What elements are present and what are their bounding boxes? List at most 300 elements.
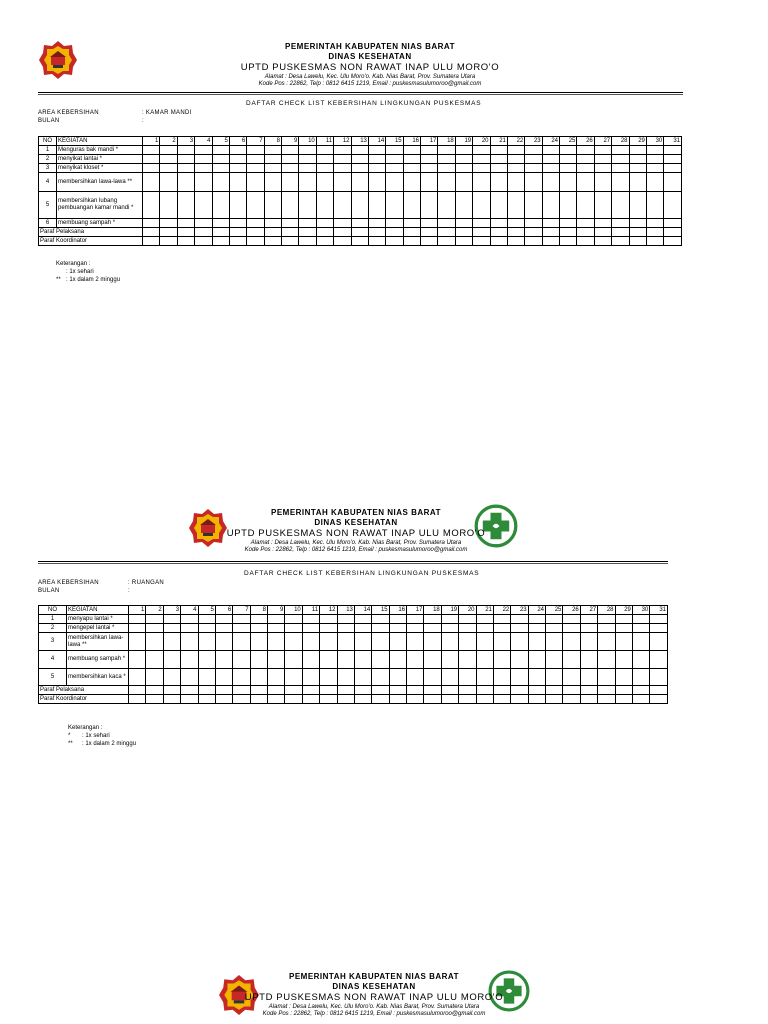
signature-cell[interactable] xyxy=(143,228,160,237)
check-cell[interactable] xyxy=(580,624,597,633)
check-cell[interactable] xyxy=(594,164,611,173)
signature-cell[interactable] xyxy=(632,686,649,695)
check-cell[interactable] xyxy=(368,219,385,228)
check-cell[interactable] xyxy=(368,173,385,192)
check-cell[interactable] xyxy=(650,624,668,633)
check-cell[interactable] xyxy=(351,146,368,155)
check-cell[interactable] xyxy=(646,164,663,173)
signature-cell[interactable] xyxy=(229,228,246,237)
signature-cell[interactable] xyxy=(129,686,146,695)
check-cell[interactable] xyxy=(177,155,194,164)
check-cell[interactable] xyxy=(143,146,160,155)
signature-cell[interactable] xyxy=(334,237,351,246)
check-cell[interactable] xyxy=(490,146,507,155)
signature-cell[interactable] xyxy=(403,228,420,237)
check-cell[interactable] xyxy=(302,669,319,686)
check-cell[interactable] xyxy=(368,155,385,164)
check-cell[interactable] xyxy=(650,615,668,624)
check-cell[interactable] xyxy=(441,633,458,651)
signature-cell[interactable] xyxy=(372,695,389,704)
check-cell[interactable] xyxy=(563,624,580,633)
check-cell[interactable] xyxy=(334,192,351,219)
check-cell[interactable] xyxy=(163,651,180,669)
check-cell[interactable] xyxy=(646,173,663,192)
check-cell[interactable] xyxy=(320,624,337,633)
check-cell[interactable] xyxy=(233,669,250,686)
check-cell[interactable] xyxy=(525,192,542,219)
signature-cell[interactable] xyxy=(577,237,594,246)
check-cell[interactable] xyxy=(177,173,194,192)
check-cell[interactable] xyxy=(528,633,545,651)
check-cell[interactable] xyxy=(337,633,354,651)
check-cell[interactable] xyxy=(490,155,507,164)
check-cell[interactable] xyxy=(455,173,472,192)
check-cell[interactable] xyxy=(403,219,420,228)
check-cell[interactable] xyxy=(598,624,615,633)
signature-cell[interactable] xyxy=(459,686,476,695)
signature-cell[interactable] xyxy=(650,695,668,704)
check-cell[interactable] xyxy=(198,633,215,651)
check-cell[interactable] xyxy=(264,155,281,164)
check-cell[interactable] xyxy=(181,669,198,686)
check-cell[interactable] xyxy=(268,651,285,669)
check-cell[interactable] xyxy=(577,164,594,173)
signature-cell[interactable] xyxy=(302,695,319,704)
signature-cell[interactable] xyxy=(372,686,389,695)
check-cell[interactable] xyxy=(160,192,177,219)
check-cell[interactable] xyxy=(212,219,229,228)
check-cell[interactable] xyxy=(507,173,524,192)
check-cell[interactable] xyxy=(177,164,194,173)
check-cell[interactable] xyxy=(646,146,663,155)
check-cell[interactable] xyxy=(268,669,285,686)
check-cell[interactable] xyxy=(577,146,594,155)
check-cell[interactable] xyxy=(664,219,682,228)
signature-cell[interactable] xyxy=(351,228,368,237)
signature-cell[interactable] xyxy=(163,695,180,704)
check-cell[interactable] xyxy=(424,615,441,624)
check-cell[interactable] xyxy=(407,651,424,669)
signature-cell[interactable] xyxy=(389,686,406,695)
signature-cell[interactable] xyxy=(594,228,611,237)
signature-cell[interactable] xyxy=(264,228,281,237)
check-cell[interactable] xyxy=(650,633,668,651)
check-cell[interactable] xyxy=(629,192,646,219)
check-cell[interactable] xyxy=(403,164,420,173)
signature-cell[interactable] xyxy=(368,237,385,246)
check-cell[interactable] xyxy=(389,633,406,651)
check-cell[interactable] xyxy=(389,651,406,669)
check-cell[interactable] xyxy=(129,633,146,651)
signature-cell[interactable] xyxy=(285,686,302,695)
signature-cell[interactable] xyxy=(233,695,250,704)
check-cell[interactable] xyxy=(129,615,146,624)
check-cell[interactable] xyxy=(195,146,212,155)
signature-cell[interactable] xyxy=(181,695,198,704)
check-cell[interactable] xyxy=(542,192,559,219)
check-cell[interactable] xyxy=(507,146,524,155)
check-cell[interactable] xyxy=(594,219,611,228)
check-cell[interactable] xyxy=(525,173,542,192)
signature-cell[interactable] xyxy=(629,228,646,237)
check-cell[interactable] xyxy=(476,633,493,651)
signature-cell[interactable] xyxy=(320,686,337,695)
check-cell[interactable] xyxy=(441,669,458,686)
check-cell[interactable] xyxy=(337,624,354,633)
signature-cell[interactable] xyxy=(580,686,597,695)
check-cell[interactable] xyxy=(334,146,351,155)
check-cell[interactable] xyxy=(438,192,455,219)
signature-cell[interactable] xyxy=(177,237,194,246)
signature-cell[interactable] xyxy=(354,695,371,704)
check-cell[interactable] xyxy=(507,155,524,164)
check-cell[interactable] xyxy=(212,146,229,155)
signature-cell[interactable] xyxy=(525,237,542,246)
check-cell[interactable] xyxy=(459,624,476,633)
check-cell[interactable] xyxy=(525,155,542,164)
signature-cell[interactable] xyxy=(268,686,285,695)
check-cell[interactable] xyxy=(632,669,649,686)
check-cell[interactable] xyxy=(476,615,493,624)
check-cell[interactable] xyxy=(386,164,403,173)
check-cell[interactable] xyxy=(334,173,351,192)
signature-cell[interactable] xyxy=(542,228,559,237)
signature-cell[interactable] xyxy=(316,228,333,237)
signature-cell[interactable] xyxy=(511,695,528,704)
check-cell[interactable] xyxy=(233,633,250,651)
check-cell[interactable] xyxy=(403,173,420,192)
check-cell[interactable] xyxy=(351,192,368,219)
check-cell[interactable] xyxy=(229,219,246,228)
signature-cell[interactable] xyxy=(195,228,212,237)
signature-cell[interactable] xyxy=(337,695,354,704)
check-cell[interactable] xyxy=(455,219,472,228)
check-cell[interactable] xyxy=(546,615,563,624)
check-cell[interactable] xyxy=(337,651,354,669)
signature-cell[interactable] xyxy=(316,237,333,246)
signature-cell[interactable] xyxy=(129,695,146,704)
signature-cell[interactable] xyxy=(320,695,337,704)
check-cell[interactable] xyxy=(354,633,371,651)
check-cell[interactable] xyxy=(160,146,177,155)
check-cell[interactable] xyxy=(546,651,563,669)
signature-cell[interactable] xyxy=(441,695,458,704)
check-cell[interactable] xyxy=(421,192,438,219)
check-cell[interactable] xyxy=(594,155,611,164)
check-cell[interactable] xyxy=(490,173,507,192)
signature-cell[interactable] xyxy=(455,228,472,237)
check-cell[interactable] xyxy=(299,146,316,155)
check-cell[interactable] xyxy=(229,155,246,164)
check-cell[interactable] xyxy=(316,146,333,155)
check-cell[interactable] xyxy=(528,624,545,633)
signature-cell[interactable] xyxy=(493,686,510,695)
check-cell[interactable] xyxy=(424,669,441,686)
signature-cell[interactable] xyxy=(612,237,629,246)
check-cell[interactable] xyxy=(438,155,455,164)
signature-cell[interactable] xyxy=(650,686,668,695)
check-cell[interactable] xyxy=(612,219,629,228)
check-cell[interactable] xyxy=(473,219,490,228)
check-cell[interactable] xyxy=(424,633,441,651)
check-cell[interactable] xyxy=(215,633,232,651)
check-cell[interactable] xyxy=(594,146,611,155)
check-cell[interactable] xyxy=(650,651,668,669)
check-cell[interactable] xyxy=(268,633,285,651)
signature-cell[interactable] xyxy=(476,686,493,695)
check-cell[interactable] xyxy=(421,155,438,164)
signature-cell[interactable] xyxy=(525,228,542,237)
check-cell[interactable] xyxy=(560,173,577,192)
signature-cell[interactable] xyxy=(646,237,663,246)
signature-cell[interactable] xyxy=(354,686,371,695)
signature-cell[interactable] xyxy=(455,237,472,246)
check-cell[interactable] xyxy=(493,633,510,651)
check-cell[interactable] xyxy=(285,651,302,669)
check-cell[interactable] xyxy=(195,219,212,228)
check-cell[interactable] xyxy=(160,219,177,228)
check-cell[interactable] xyxy=(438,219,455,228)
check-cell[interactable] xyxy=(528,651,545,669)
check-cell[interactable] xyxy=(407,669,424,686)
signature-cell[interactable] xyxy=(215,695,232,704)
check-cell[interactable] xyxy=(424,624,441,633)
check-cell[interactable] xyxy=(421,146,438,155)
check-cell[interactable] xyxy=(368,164,385,173)
signature-cell[interactable] xyxy=(542,237,559,246)
check-cell[interactable] xyxy=(268,615,285,624)
check-cell[interactable] xyxy=(407,633,424,651)
check-cell[interactable] xyxy=(247,146,264,155)
check-cell[interactable] xyxy=(285,624,302,633)
signature-cell[interactable] xyxy=(664,228,682,237)
check-cell[interactable] xyxy=(629,164,646,173)
check-cell[interactable] xyxy=(490,192,507,219)
check-cell[interactable] xyxy=(264,164,281,173)
check-cell[interactable] xyxy=(563,669,580,686)
check-cell[interactable] xyxy=(546,624,563,633)
check-cell[interactable] xyxy=(563,615,580,624)
check-cell[interactable] xyxy=(250,669,267,686)
check-cell[interactable] xyxy=(560,146,577,155)
signature-cell[interactable] xyxy=(233,686,250,695)
check-cell[interactable] xyxy=(177,146,194,155)
check-cell[interactable] xyxy=(229,164,246,173)
check-cell[interactable] xyxy=(546,633,563,651)
check-cell[interactable] xyxy=(282,219,299,228)
check-cell[interactable] xyxy=(507,219,524,228)
check-cell[interactable] xyxy=(351,173,368,192)
check-cell[interactable] xyxy=(632,624,649,633)
check-cell[interactable] xyxy=(215,669,232,686)
signature-cell[interactable] xyxy=(528,695,545,704)
check-cell[interactable] xyxy=(441,615,458,624)
check-cell[interactable] xyxy=(473,192,490,219)
check-cell[interactable] xyxy=(320,669,337,686)
check-cell[interactable] xyxy=(389,615,406,624)
check-cell[interactable] xyxy=(615,633,632,651)
check-cell[interactable] xyxy=(525,219,542,228)
check-cell[interactable] xyxy=(473,146,490,155)
check-cell[interactable] xyxy=(646,192,663,219)
check-cell[interactable] xyxy=(268,624,285,633)
check-cell[interactable] xyxy=(372,669,389,686)
check-cell[interactable] xyxy=(389,669,406,686)
signature-cell[interactable] xyxy=(490,228,507,237)
check-cell[interactable] xyxy=(542,173,559,192)
check-cell[interactable] xyxy=(441,651,458,669)
check-cell[interactable] xyxy=(563,633,580,651)
check-cell[interactable] xyxy=(163,624,180,633)
signature-cell[interactable] xyxy=(407,686,424,695)
check-cell[interactable] xyxy=(354,615,371,624)
check-cell[interactable] xyxy=(334,155,351,164)
check-cell[interactable] xyxy=(285,633,302,651)
check-cell[interactable] xyxy=(129,651,146,669)
check-cell[interactable] xyxy=(177,192,194,219)
check-cell[interactable] xyxy=(233,651,250,669)
check-cell[interactable] xyxy=(229,192,246,219)
check-cell[interactable] xyxy=(264,219,281,228)
signature-cell[interactable] xyxy=(386,228,403,237)
signature-cell[interactable] xyxy=(299,228,316,237)
check-cell[interactable] xyxy=(181,651,198,669)
check-cell[interactable] xyxy=(407,615,424,624)
check-cell[interactable] xyxy=(146,633,163,651)
check-cell[interactable] xyxy=(181,633,198,651)
check-cell[interactable] xyxy=(143,192,160,219)
check-cell[interactable] xyxy=(163,633,180,651)
check-cell[interactable] xyxy=(247,155,264,164)
check-cell[interactable] xyxy=(612,155,629,164)
signature-cell[interactable] xyxy=(493,695,510,704)
signature-cell[interactable] xyxy=(632,695,649,704)
check-cell[interactable] xyxy=(386,173,403,192)
check-cell[interactable] xyxy=(247,173,264,192)
check-cell[interactable] xyxy=(664,192,682,219)
check-cell[interactable] xyxy=(264,146,281,155)
check-cell[interactable] xyxy=(334,164,351,173)
check-cell[interactable] xyxy=(563,651,580,669)
check-cell[interactable] xyxy=(282,155,299,164)
check-cell[interactable] xyxy=(163,615,180,624)
check-cell[interactable] xyxy=(143,173,160,192)
signature-cell[interactable] xyxy=(598,686,615,695)
signature-cell[interactable] xyxy=(473,228,490,237)
check-cell[interactable] xyxy=(632,651,649,669)
signature-cell[interactable] xyxy=(368,228,385,237)
signature-cell[interactable] xyxy=(198,686,215,695)
check-cell[interactable] xyxy=(247,192,264,219)
check-cell[interactable] xyxy=(372,624,389,633)
check-cell[interactable] xyxy=(507,164,524,173)
check-cell[interactable] xyxy=(511,651,528,669)
check-cell[interactable] xyxy=(316,164,333,173)
check-cell[interactable] xyxy=(403,192,420,219)
check-cell[interactable] xyxy=(299,173,316,192)
signature-cell[interactable] xyxy=(615,695,632,704)
check-cell[interactable] xyxy=(615,615,632,624)
signature-cell[interactable] xyxy=(337,686,354,695)
check-cell[interactable] xyxy=(473,164,490,173)
check-cell[interactable] xyxy=(320,651,337,669)
check-cell[interactable] xyxy=(580,633,597,651)
check-cell[interactable] xyxy=(233,624,250,633)
check-cell[interactable] xyxy=(198,669,215,686)
check-cell[interactable] xyxy=(195,173,212,192)
check-cell[interactable] xyxy=(525,146,542,155)
check-cell[interactable] xyxy=(615,669,632,686)
check-cell[interactable] xyxy=(334,219,351,228)
check-cell[interactable] xyxy=(354,624,371,633)
signature-cell[interactable] xyxy=(163,686,180,695)
check-cell[interactable] xyxy=(421,173,438,192)
check-cell[interactable] xyxy=(632,615,649,624)
check-cell[interactable] xyxy=(299,192,316,219)
check-cell[interactable] xyxy=(598,651,615,669)
check-cell[interactable] xyxy=(351,219,368,228)
signature-cell[interactable] xyxy=(143,237,160,246)
check-cell[interactable] xyxy=(229,173,246,192)
signature-cell[interactable] xyxy=(563,695,580,704)
check-cell[interactable] xyxy=(473,173,490,192)
signature-cell[interactable] xyxy=(299,237,316,246)
signature-cell[interactable] xyxy=(511,686,528,695)
signature-cell[interactable] xyxy=(560,237,577,246)
check-cell[interactable] xyxy=(320,633,337,651)
check-cell[interactable] xyxy=(146,615,163,624)
check-cell[interactable] xyxy=(598,633,615,651)
signature-cell[interactable] xyxy=(664,237,682,246)
check-cell[interactable] xyxy=(490,219,507,228)
check-cell[interactable] xyxy=(215,651,232,669)
check-cell[interactable] xyxy=(285,669,302,686)
signature-cell[interactable] xyxy=(160,237,177,246)
check-cell[interactable] xyxy=(351,164,368,173)
signature-cell[interactable] xyxy=(438,237,455,246)
check-cell[interactable] xyxy=(664,164,682,173)
check-cell[interactable] xyxy=(560,164,577,173)
signature-cell[interactable] xyxy=(146,686,163,695)
check-cell[interactable] xyxy=(594,192,611,219)
check-cell[interactable] xyxy=(233,615,250,624)
check-cell[interactable] xyxy=(632,633,649,651)
signature-cell[interactable] xyxy=(424,686,441,695)
signature-cell[interactable] xyxy=(247,228,264,237)
check-cell[interactable] xyxy=(507,192,524,219)
signature-cell[interactable] xyxy=(459,695,476,704)
check-cell[interactable] xyxy=(316,155,333,164)
signature-cell[interactable] xyxy=(490,237,507,246)
signature-cell[interactable] xyxy=(247,237,264,246)
check-cell[interactable] xyxy=(386,219,403,228)
signature-cell[interactable] xyxy=(546,695,563,704)
signature-cell[interactable] xyxy=(563,686,580,695)
check-cell[interactable] xyxy=(511,615,528,624)
signature-cell[interactable] xyxy=(507,228,524,237)
check-cell[interactable] xyxy=(143,219,160,228)
check-cell[interactable] xyxy=(250,624,267,633)
signature-cell[interactable] xyxy=(441,686,458,695)
signature-cell[interactable] xyxy=(612,228,629,237)
check-cell[interactable] xyxy=(455,192,472,219)
check-cell[interactable] xyxy=(493,615,510,624)
check-cell[interactable] xyxy=(212,155,229,164)
check-cell[interactable] xyxy=(646,155,663,164)
check-cell[interactable] xyxy=(490,164,507,173)
check-cell[interactable] xyxy=(459,633,476,651)
check-cell[interactable] xyxy=(664,155,682,164)
